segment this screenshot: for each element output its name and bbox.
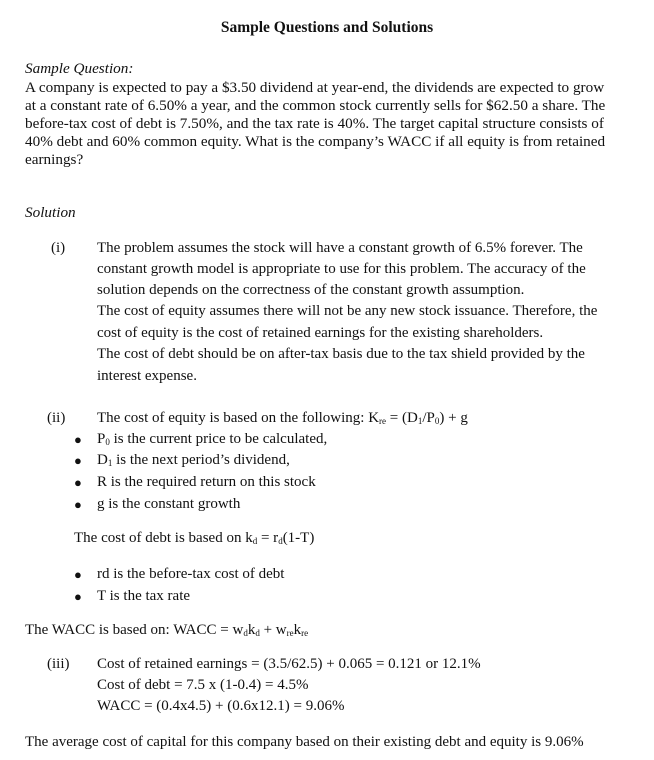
bullet-icon: ● [74, 589, 82, 604]
wacc-formula [25, 622, 308, 639]
bullet-icon: ● [74, 453, 82, 468]
part-number: (i) [51, 240, 66, 256]
bullet-item: g is the constant growth [97, 496, 241, 512]
question-label: Sample Question: [25, 60, 134, 77]
bullet-icon: ● [74, 497, 82, 512]
formula-subscript: d [278, 536, 283, 546]
bullet-subscript: 1 [107, 458, 113, 468]
bullet-item: rd is the before-tax cost of debt [97, 566, 285, 582]
part3-line: Cost of debt = 7.5 x (1-0.4) = 4.5% [97, 677, 309, 693]
question-line: before-tax cost of debt is 7.50%, and the tax rate is 40%. The target capital structure consists of [25, 115, 604, 132]
solution-label: Solution [25, 204, 76, 221]
question-line: 40% debt and 60% common equity. What is the company’s WACC if all equity is from retained [25, 133, 606, 150]
question-line: at a constant rate of 6.50% a year, and the common stock currently sells for $62.50 a share. The [25, 97, 606, 114]
formula-text: k [293, 622, 302, 638]
formula-subscript: 0 [434, 416, 440, 426]
formula-text: ) + g [439, 410, 468, 426]
part1-line: solution depends on the correctness of the constant growth assumption. [97, 282, 525, 298]
conclusion: The average cost of capital for this company based on their existing debt and equity is 9.06% [25, 734, 584, 750]
page-title: Sample Questions and Solutions [220, 19, 434, 36]
bullet-subscript: 0 [105, 437, 110, 447]
formula-text: = r [257, 530, 279, 546]
formula-subscript: d [243, 628, 248, 638]
formula-text: The WACC is based on: WACC = w [25, 622, 244, 638]
part1-line: interest expense. [97, 368, 197, 384]
bullet-text: D [97, 452, 108, 468]
part1-line: The cost of equity assumes there will not be any new stock issuance. Therefore, the [97, 303, 598, 319]
part3-line: Cost of retained earnings = (3.5/62.5) + 0.065 = 0.121 or 12.1% [97, 656, 481, 672]
question-line: earnings? [25, 151, 84, 168]
formula-subscript: re [379, 416, 387, 426]
bullet-icon: ● [74, 432, 82, 447]
formula-text: The cost of debt is based on k [74, 530, 253, 546]
formula-text: The cost of equity is based on the following: K [97, 410, 380, 426]
bullet-text: is the current price to be calculated, [109, 431, 328, 447]
part1-line: constant growth model is appropriate to use for this problem. The accuracy of the [97, 261, 586, 277]
part3-line: WACC = (0.4x4.5) + (0.6x12.1) = 9.06% [97, 698, 345, 714]
part1-line: cost of equity is the cost of retained earnings for the existing shareholders. [97, 325, 544, 341]
bullet-item [97, 452, 290, 469]
formula-text: + w [259, 622, 287, 638]
bullet-text: P [97, 431, 106, 447]
formula-subscript: re [301, 628, 309, 638]
formula-subscript: d [252, 536, 258, 546]
formula-text: (1-T) [282, 530, 315, 546]
formula-text: = (D [386, 410, 418, 426]
formula-subscript: 1 [417, 416, 423, 426]
bullet-item: R is the required return on this stock [97, 474, 316, 490]
part1-line: The cost of debt should be on after-tax basis due to the tax shield provided by the [97, 346, 585, 362]
bullet-text: is the next period’s dividend, [112, 452, 290, 468]
bullet-icon: ● [74, 567, 82, 582]
part1-line: The problem assumes the stock will have a constant growth of 6.5% forever. The [97, 240, 583, 256]
equity-formula [97, 410, 468, 427]
bullet-icon: ● [74, 475, 82, 490]
formula-subscript: re [286, 628, 294, 638]
debt-formula [74, 530, 314, 547]
part-number: (ii) [47, 410, 66, 426]
formula-text: k [247, 622, 256, 638]
formula-text: /P [422, 410, 435, 426]
bullet-item: T is the tax rate [97, 588, 191, 604]
bullet-item [97, 431, 327, 448]
part-number: (iii) [47, 656, 70, 672]
formula-subscript: d [255, 628, 260, 638]
question-line: A company is expected to pay a $3.50 dividend at year-end, the dividends are expected to grow [25, 79, 605, 96]
